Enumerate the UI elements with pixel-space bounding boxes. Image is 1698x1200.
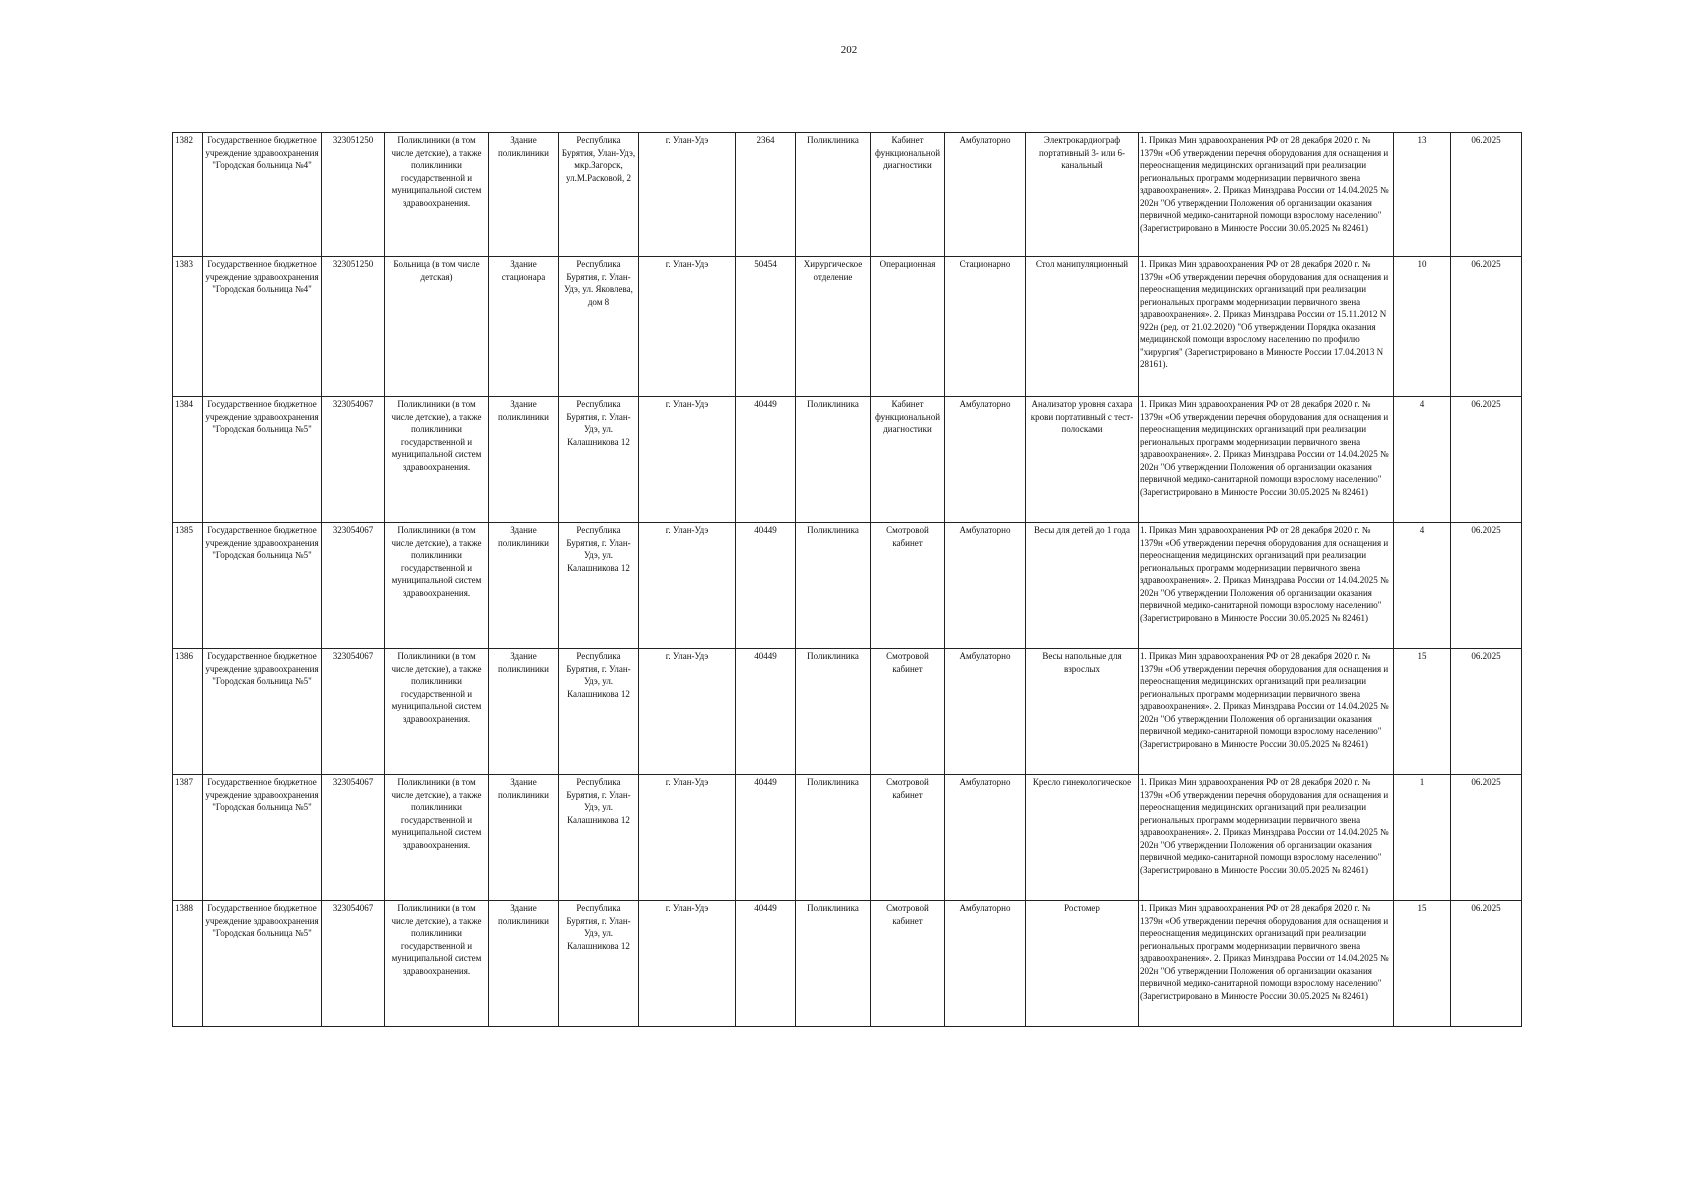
department: Поликлиника [796, 397, 871, 523]
row-number: 1387 [173, 775, 203, 901]
organization-name: Государственное бюджетное учреждение здравоохранения "Городская больница №5" [203, 523, 322, 649]
address: Республика Бурятия, г. Улан-Удэ, ул. Калашникова 12 [559, 901, 639, 1027]
building-type: Здание поликлиники [489, 523, 559, 649]
date: 06.2025 [1451, 133, 1522, 257]
organization-name: Государственное бюджетное учреждение здравоохранения "Городская больница №5" [203, 901, 322, 1027]
legal-basis: 1. Приказ Мин здравоохранения РФ от 28 декабря 2020 г. № 1379н «Об утверждении перечня оборудования для оснащения и переоснащения медицинских организаций при реализации региональных программ модернизации первичного звена здравоохранения». 2. Приказ Минздрава России от 14.04.2025 № 202н "Об утверждении Положения об организации оказания первичной медико-санитарной помощи взрослому населению" (Зарегистрировано в Минюсте России 30.05.2025 № 82461) [1139, 901, 1394, 1027]
address: Республика Бурятия, г. Улан-Удэ, ул. Калашникова 12 [559, 397, 639, 523]
city: г. Улан-Удэ [639, 133, 736, 257]
care-type: Амбулаторно [945, 901, 1026, 1027]
table-row [173, 397, 1522, 523]
date: 06.2025 [1451, 257, 1522, 397]
care-type: Амбулаторно [945, 397, 1026, 523]
organization-name: Государственное бюджетное учреждение здравоохранения "Городская больница №5" [203, 775, 322, 901]
address: Республика Бурятия, Улан-Удэ, мкр.Загорск, ул.М.Расковой, 2 [559, 133, 639, 257]
address: Республика Бурятия, г. Улан-Удэ, ул. Калашникова 12 [559, 523, 639, 649]
facility-type: Поликлиники (в том числе детские), а также поликлиники государственной и муниципальной систем здравоохранения. [385, 649, 489, 775]
row-number: 1385 [173, 523, 203, 649]
organization-name: Государственное бюджетное учреждение здравоохранения "Городская больница №5" [203, 649, 322, 775]
quantity: 1 [1394, 775, 1451, 901]
population: 40449 [736, 901, 796, 1027]
population: 40449 [736, 523, 796, 649]
facility-type: Поликлиники (в том числе детские), а также поликлиники государственной и муниципальной систем здравоохранения. [385, 133, 489, 257]
building-type: Здание стационара [489, 257, 559, 397]
equipment-name: Ростомер [1026, 901, 1139, 1027]
organization-name: Государственное бюджетное учреждение здравоохранения "Городская больница №5" [203, 397, 322, 523]
care-type: Стационарно [945, 257, 1026, 397]
room: Смотровой кабинет [871, 775, 945, 901]
city: г. Улан-Удэ [639, 397, 736, 523]
organization-code: 323051250 [322, 257, 385, 397]
table-row [173, 901, 1522, 1027]
row-number: 1383 [173, 257, 203, 397]
date: 06.2025 [1451, 775, 1522, 901]
building-type: Здание поликлиники [489, 649, 559, 775]
facility-type: Поликлиники (в том числе детские), а также поликлиники государственной и муниципальной систем здравоохранения. [385, 523, 489, 649]
city: г. Улан-Удэ [639, 775, 736, 901]
room: Кабинет функциональной диагностики [871, 133, 945, 257]
department: Поликлиника [796, 901, 871, 1027]
population: 40449 [736, 397, 796, 523]
population: 2364 [736, 133, 796, 257]
organization-code: 323051250 [322, 133, 385, 257]
row-number: 1384 [173, 397, 203, 523]
city: г. Улан-Удэ [639, 523, 736, 649]
city: г. Улан-Удэ [639, 901, 736, 1027]
room: Операционная [871, 257, 945, 397]
room: Смотровой кабинет [871, 901, 945, 1027]
organization-name: Государственное бюджетное учреждение здравоохранения "Городская больница №4" [203, 133, 322, 257]
facility-type: Больница (в том числе детская) [385, 257, 489, 397]
address: Республика Бурятия, г. Улан-Удэ, ул. Калашникова 12 [559, 775, 639, 901]
equipment-name: Кресло гинекологическое [1026, 775, 1139, 901]
legal-basis: 1. Приказ Мин здравоохранения РФ от 28 декабря 2020 г. № 1379н «Об утверждении перечня оборудования для оснащения и переоснащения медицинских организаций при реализации региональных программ модернизации первичного звена здравоохранения». 2. Приказ Минздрава России от 15.11.2012 N 922н (ред. от 21.02.2020) "Об утверждении Порядка оказания медицинской помощи взрослому населению по профилю "хирургия" (Зарегистрировано в Минюсте России 17.04.2013 N 28161). [1139, 257, 1394, 397]
equipment-name: Электрокардиограф портативный 3- или 6-канальный [1026, 133, 1139, 257]
care-type: Амбулаторно [945, 133, 1026, 257]
legal-basis: 1. Приказ Мин здравоохранения РФ от 28 декабря 2020 г. № 1379н «Об утверждении перечня оборудования для оснащения и переоснащения медицинских организаций при реализации региональных программ модернизации первичного звена здравоохранения». 2. Приказ Минздрава России от 14.04.2025 № 202н "Об утверждении Положения об организации оказания первичной медико-санитарной помощи взрослому населению" (Зарегистрировано в Минюсте России 30.05.2025 № 82461) [1139, 133, 1394, 257]
row-number: 1382 [173, 133, 203, 257]
equipment-name: Весы для детей до 1 года [1026, 523, 1139, 649]
legal-basis: 1. Приказ Мин здравоохранения РФ от 28 декабря 2020 г. № 1379н «Об утверждении перечня оборудования для оснащения и переоснащения медицинских организаций при реализации региональных программ модернизации первичного звена здравоохранения». 2. Приказ Минздрава России от 14.04.2025 № 202н "Об утверждении Положения об организации оказания первичной медико-санитарной помощи взрослому населению" (Зарегистрировано в Минюсте России 30.05.2025 № 82461) [1139, 523, 1394, 649]
population: 40449 [736, 649, 796, 775]
department: Поликлиника [796, 775, 871, 901]
building-type: Здание поликлиники [489, 901, 559, 1027]
care-type: Амбулаторно [945, 649, 1026, 775]
city: г. Улан-Удэ [639, 649, 736, 775]
quantity: 4 [1394, 397, 1451, 523]
equipment-name: Весы напольные для взрослых [1026, 649, 1139, 775]
legal-basis: 1. Приказ Мин здравоохранения РФ от 28 декабря 2020 г. № 1379н «Об утверждении перечня оборудования для оснащения и переоснащения медицинских организаций при реализации региональных программ модернизации первичного звена здравоохранения». 2. Приказ Минздрава России от 14.04.2025 № 202н "Об утверждении Положения об организации оказания первичной медико-санитарной помощи взрослому населению" (Зарегистрировано в Минюсте России 30.05.2025 № 82461) [1139, 775, 1394, 901]
table-row [173, 649, 1522, 775]
table-row [173, 775, 1522, 901]
building-type: Здание поликлиники [489, 775, 559, 901]
equipment-name: Стол манипуляционный [1026, 257, 1139, 397]
equipment-name: Анализатор уровня сахара крови портативный с тест-полосками [1026, 397, 1139, 523]
facility-type: Поликлиники (в том числе детские), а также поликлиники государственной и муниципальной систем здравоохранения. [385, 775, 489, 901]
care-type: Амбулаторно [945, 775, 1026, 901]
organization-code: 323054067 [322, 523, 385, 649]
address: Республика Бурятия, г. Улан-Удэ, ул. Яковлева, дом 8 [559, 257, 639, 397]
city: г. Улан-Удэ [639, 257, 736, 397]
organization-code: 323054067 [322, 649, 385, 775]
table-row [173, 133, 1522, 257]
quantity: 15 [1394, 649, 1451, 775]
row-number: 1386 [173, 649, 203, 775]
row-number: 1388 [173, 901, 203, 1027]
organization-name: Государственное бюджетное учреждение здравоохранения "Городская больница №4" [203, 257, 322, 397]
room: Смотровой кабинет [871, 523, 945, 649]
building-type: Здание поликлиники [489, 133, 559, 257]
department: Поликлиника [796, 133, 871, 257]
department: Хирургическое отделение [796, 257, 871, 397]
population: 50454 [736, 257, 796, 397]
quantity: 10 [1394, 257, 1451, 397]
date: 06.2025 [1451, 901, 1522, 1027]
table-row [173, 523, 1522, 649]
care-type: Амбулаторно [945, 523, 1026, 649]
population: 40449 [736, 775, 796, 901]
facility-type: Поликлиники (в том числе детские), а также поликлиники государственной и муниципальной систем здравоохранения. [385, 397, 489, 523]
quantity: 4 [1394, 523, 1451, 649]
legal-basis: 1. Приказ Мин здравоохранения РФ от 28 декабря 2020 г. № 1379н «Об утверждении перечня оборудования для оснащения и переоснащения медицинских организаций при реализации региональных программ модернизации первичного звена здравоохранения». 2. Приказ Минздрава России от 14.04.2025 № 202н "Об утверждении Положения об организации оказания первичной медико-санитарной помощи взрослому населению" (Зарегистрировано в Минюсте России 30.05.2025 № 82461) [1139, 649, 1394, 775]
address: Республика Бурятия, г. Улан-Удэ, ул. Калашникова 12 [559, 649, 639, 775]
building-type: Здание поликлиники [489, 397, 559, 523]
date: 06.2025 [1451, 523, 1522, 649]
organization-code: 323054067 [322, 901, 385, 1027]
room: Кабинет функциональной диагностики [871, 397, 945, 523]
department: Поликлиника [796, 649, 871, 775]
organization-code: 323054067 [322, 775, 385, 901]
quantity: 15 [1394, 901, 1451, 1027]
table-row [173, 257, 1522, 397]
quantity: 13 [1394, 133, 1451, 257]
page-number: 202 [840, 44, 858, 56]
room: Смотровой кабинет [871, 649, 945, 775]
date: 06.2025 [1451, 649, 1522, 775]
date: 06.2025 [1451, 397, 1522, 523]
legal-basis: 1. Приказ Мин здравоохранения РФ от 28 декабря 2020 г. № 1379н «Об утверждении перечня оборудования для оснащения и переоснащения медицинских организаций при реализации региональных программ модернизации первичного звена здравоохранения». 2. Приказ Минздрава России от 14.04.2025 № 202н "Об утверждении Положения об организации оказания первичной медико-санитарной помощи взрослому населению" (Зарегистрировано в Минюсте России 30.05.2025 № 82461) [1139, 397, 1394, 523]
organization-code: 323054067 [322, 397, 385, 523]
department: Поликлиника [796, 523, 871, 649]
equipment-table [172, 132, 1522, 1027]
facility-type: Поликлиники (в том числе детские), а также поликлиники государственной и муниципальной систем здравоохранения. [385, 901, 489, 1027]
